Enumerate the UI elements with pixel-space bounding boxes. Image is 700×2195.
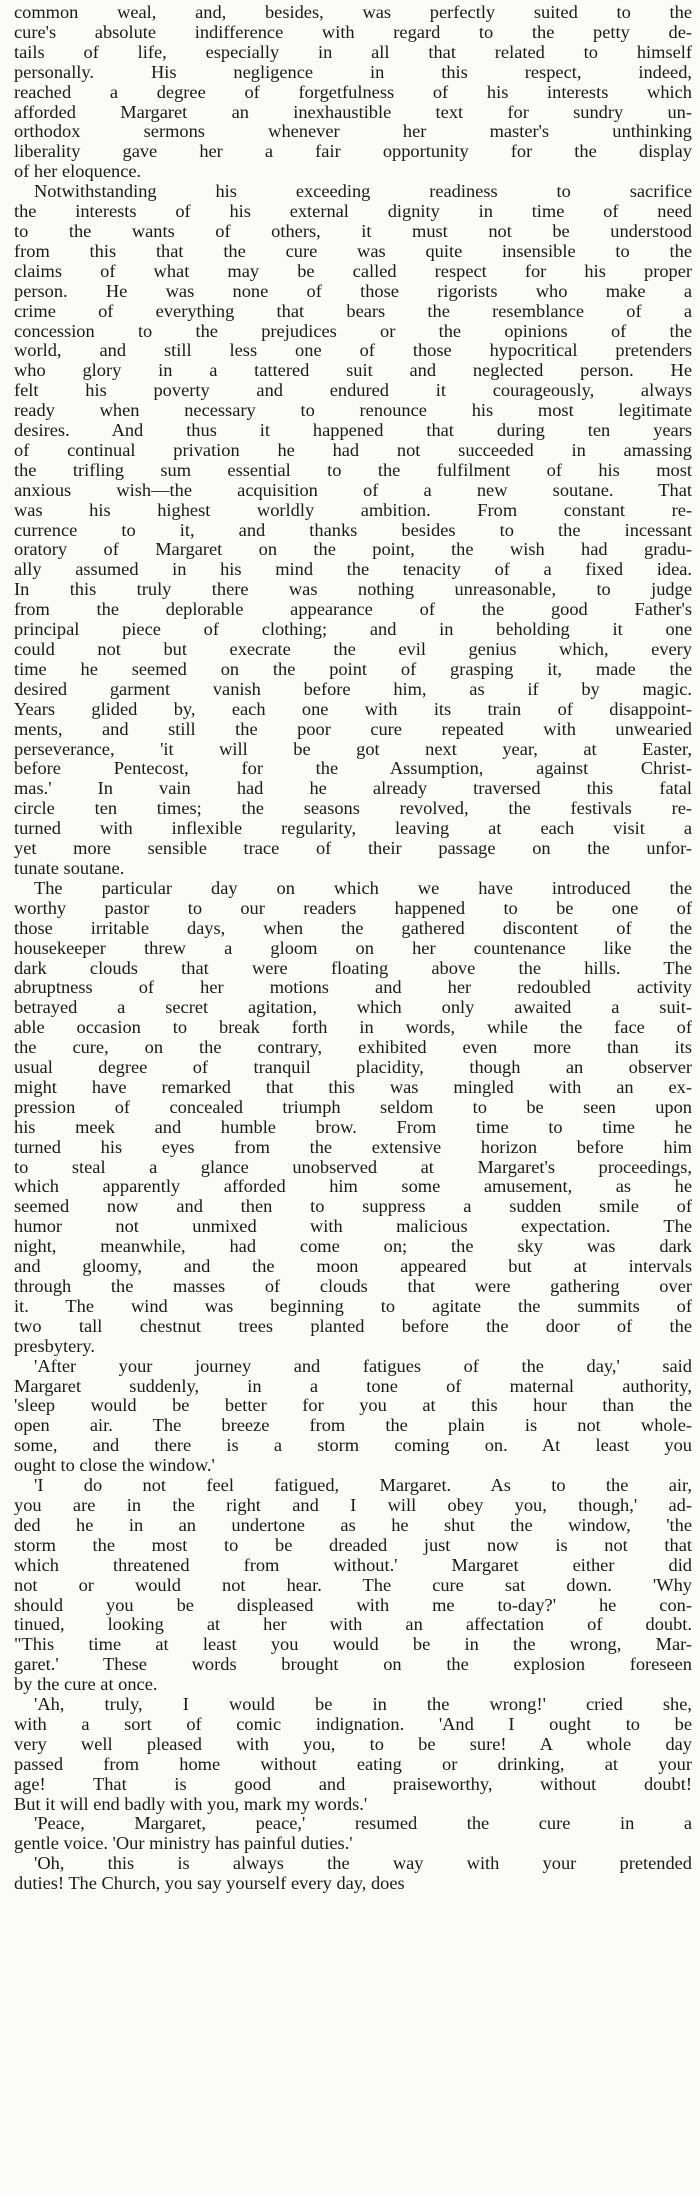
text-line: usual degree of tranquil placidity, though an observer bbox=[14, 1058, 692, 1078]
text-line: currence to it, and thanks besides to the incessant bbox=[14, 520, 692, 540]
text-line: reached a degree of forgetfulness of his interests which bbox=[14, 82, 692, 102]
text-line: very well pleased with you, to be sure! A whole day bbox=[14, 1734, 692, 1754]
text-line: world, and still less one of those hypocritical pretenders bbox=[14, 341, 692, 361]
text-line: "This time at least you would be in the wrong, Mar- bbox=[14, 1635, 692, 1655]
text-line: desires. And thus it happened that during ten years bbox=[14, 421, 692, 441]
text-line: ments, and still the poor cure repeated with unwearied bbox=[14, 719, 692, 739]
text-line: housekeeper threw a gloom on her countenance like the bbox=[14, 938, 692, 958]
text-line: circle ten times; the seasons revolved, the festivals re- bbox=[14, 799, 692, 819]
text-line: worthy pastor to our readers happened to be one of bbox=[14, 898, 692, 918]
text-line: liberality gave her a fair opportunity for the display bbox=[14, 142, 692, 162]
text-line: turned with inflexible regularity, leaving at each visit a bbox=[14, 819, 692, 839]
text-line: crime of everything that bears the resemblance of a bbox=[14, 301, 692, 321]
text-line: from this that the cure was quite insensible to the bbox=[14, 241, 692, 261]
text-line: garet.' These words brought on the explosion foreseen bbox=[14, 1655, 692, 1675]
text-line: some, and there is a storm coming on. At least you bbox=[14, 1436, 692, 1456]
text-line: 'Oh, this is always the way with your pretended bbox=[34, 1854, 692, 1874]
text-line: pression of concealed triumph seldom to be seen upon bbox=[14, 1097, 692, 1117]
text-line: cure's absolute indifference with regard to the petty de- bbox=[14, 22, 692, 42]
text-line: tinued, looking at her with an affectation of doubt. bbox=[14, 1615, 692, 1635]
text-line: But it will end badly with you, mark my words.' bbox=[14, 1794, 368, 1814]
text-line: was his highest worldly ambition. From constant re- bbox=[14, 500, 692, 520]
text-line: which threatened from without.' Margaret either did bbox=[14, 1555, 692, 1575]
text-line: passed from home without eating or drinking, at your bbox=[14, 1754, 692, 1774]
text-line: those irritable days, when the gathered discontent of the bbox=[14, 918, 692, 938]
text-line: might have remarked that this was mingled with an ex- bbox=[14, 1077, 692, 1097]
text-line: through the masses of clouds that were gathering over bbox=[14, 1277, 692, 1296]
text-line: common weal, and, besides, was perfectly suited to the bbox=[14, 3, 692, 22]
text-line: 'sleep would be better for you at this hour than the bbox=[14, 1396, 692, 1416]
paragraph bbox=[14, 1357, 692, 1476]
text-line: the trifling sum essential to the fulfilment of his most bbox=[14, 460, 692, 480]
text-line: ally assumed in his mind the tenacity of a fixed idea. bbox=[14, 560, 692, 580]
text-line: In this truly there was nothing unreasonable, to judge bbox=[14, 580, 692, 600]
text-line: desired garment vanish before him, as if by magic. bbox=[14, 679, 692, 699]
text-line: his meek and humble brow. From time to time he bbox=[14, 1117, 692, 1137]
text-line: to the wants of others, it must not be understood bbox=[14, 221, 692, 241]
text-line: concession to the prejudices or the opinions of the bbox=[14, 321, 692, 341]
text-line: turned his eyes from the extensive horizon before him bbox=[14, 1137, 692, 1157]
paragraph bbox=[14, 1854, 692, 1894]
text-line: humor not unmixed with malicious expectation. The bbox=[14, 1217, 692, 1237]
text-line: before Pentecost, for the Assumption, against Christ- bbox=[14, 759, 692, 779]
text-line: person. He was none of those rigorists who make a bbox=[14, 281, 692, 301]
text-line: time he seemed on the point of grasping it, made the bbox=[14, 659, 692, 679]
text-line: tails of life, especially in all that related to himself bbox=[14, 42, 692, 62]
text-line: it. The wind was beginning to agitate the summits of bbox=[14, 1296, 692, 1316]
text-line: presbytery. bbox=[14, 1336, 96, 1356]
text-line: yet more sensible trace of their passage on the unfor- bbox=[14, 839, 692, 859]
text-line: open air. The breeze from the plain is not whole- bbox=[14, 1416, 692, 1436]
paragraph bbox=[14, 1476, 692, 1695]
text-line: The particular day on which we have introduced the bbox=[34, 878, 692, 898]
text-line: with a sort of comic indignation. 'And I ought to be bbox=[14, 1714, 692, 1734]
text-line: seemed now and then to suppress a sudden smile of bbox=[14, 1197, 692, 1217]
text-line: orthodox sermons whenever her master's unthinking bbox=[14, 122, 692, 142]
text-line: of her eloquence. bbox=[14, 162, 142, 182]
text-line: who glory in a tattered suit and neglected person. He bbox=[14, 361, 692, 381]
text-line: felt his poverty and endured it courageously, always bbox=[14, 381, 692, 401]
text-line: not or would not hear. The cure sat down. 'Why bbox=[14, 1575, 692, 1595]
text-line: night, meanwhile, had come on; the sky was dark bbox=[14, 1237, 692, 1257]
text-line: anxious wish—the acquisition of a new soutane. That bbox=[14, 480, 692, 500]
paragraph bbox=[14, 879, 692, 1357]
text-line: able occasion to break forth in words, while the face of bbox=[14, 1018, 692, 1038]
text-line: should you be displeased with me to-day?' he con- bbox=[14, 1595, 692, 1615]
text-line: from the deplorable appearance of the good Father's bbox=[14, 600, 692, 620]
text-line: Margaret suddenly, in a tone of maternal authority, bbox=[14, 1376, 692, 1396]
text-line: 'After your journey and fatigues of the day,' said bbox=[34, 1356, 692, 1376]
text-line: the interests of his external dignity in time of need bbox=[14, 202, 692, 222]
text-line: of continual privation he had not succeeded in amassing bbox=[14, 440, 692, 460]
paragraph bbox=[14, 1814, 692, 1854]
text-line: ded he in an undertone as he shut the window, 'the bbox=[14, 1515, 692, 1535]
text-line: tunate soutane. bbox=[14, 858, 125, 878]
text-line: by the cure at once. bbox=[14, 1675, 158, 1695]
text-line: afforded Margaret an inexhaustible text for sundry un- bbox=[14, 102, 692, 122]
text-line: ready when necessary to renounce his most legitimate bbox=[14, 401, 692, 421]
text-line: ought to close the window.' bbox=[14, 1456, 215, 1476]
text-line: 'I do not feel fatigued, Margaret. As to the air, bbox=[34, 1476, 692, 1496]
paragraph bbox=[14, 1695, 692, 1814]
text-line: which apparently afforded him some amusement, as he bbox=[14, 1177, 692, 1197]
text-line: the cure, on the contrary, exhibited even more than its bbox=[14, 1038, 692, 1058]
text-line: to steal a glance unobserved at Margaret's proceedings, bbox=[14, 1157, 692, 1177]
text-line: betrayed a secret agitation, which only awaited a suit- bbox=[14, 998, 692, 1018]
text-line: two tall chestnut trees planted before the door of the bbox=[14, 1316, 692, 1336]
text-line: duties! The Church, you say yourself every day, does bbox=[14, 1874, 405, 1894]
text-line: principal piece of clothing; and in beholding it one bbox=[14, 620, 692, 640]
text-line: 'Peace, Margaret, peace,' resumed the cure in a bbox=[34, 1814, 692, 1834]
text-line: personally. His negligence in this respect, indeed, bbox=[14, 62, 692, 82]
text-line: dark clouds that were floating above the hills. The bbox=[14, 958, 692, 978]
text-line: 'Ah, truly, I would be in the wrong!' cried she, bbox=[34, 1695, 692, 1715]
text-line: and gloomy, and the moon appeared but at intervals bbox=[14, 1257, 692, 1277]
text-line: claims of what may be called respect for his proper bbox=[14, 261, 692, 281]
text-line: could not but execrate the evil genius which, every bbox=[14, 640, 692, 659]
paragraph bbox=[14, 182, 692, 879]
text-line: perseverance, 'it will be got next year, at Easter, bbox=[14, 739, 692, 759]
text-line: storm the most to be dreaded just now is not that bbox=[14, 1535, 692, 1555]
text-line: abruptness of her motions and her redoubled activity bbox=[14, 978, 692, 998]
text-line: age! That is good and praiseworthy, without doubt! bbox=[14, 1774, 692, 1794]
text-line: you are in the right and I will obey you, though,' ad- bbox=[14, 1495, 692, 1515]
text-line: Notwithstanding his exceeding readiness to sacrifice bbox=[34, 182, 692, 202]
text-line: gentle voice. 'Our ministry has painful duties.' bbox=[14, 1834, 353, 1854]
text-line: mas.' In vain had he already traversed this fatal bbox=[14, 779, 692, 799]
text-line: Years glided by, each one with its train of disappoint- bbox=[14, 699, 692, 719]
paragraph bbox=[14, 3, 692, 182]
text-line: oratory of Margaret on the point, the wish had gradu- bbox=[14, 540, 692, 560]
